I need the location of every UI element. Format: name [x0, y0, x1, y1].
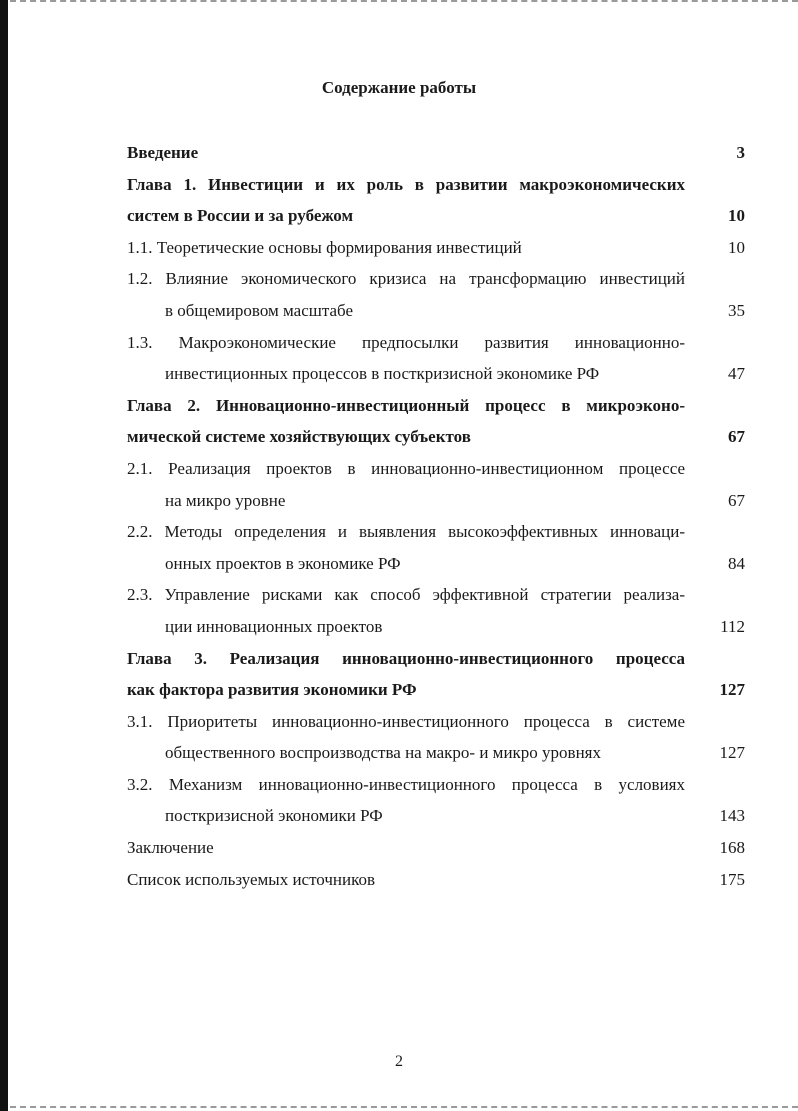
toc-entry-text: 1.2. Влияние экономического кризиса на трансформацию инвестиций: [127, 269, 685, 289]
toc-entry-page: 168: [719, 838, 745, 858]
toc-entry-text: 1.3. Макроэкономические предпосылки развития инновационно-: [127, 332, 685, 352]
toc-row: [127, 200, 745, 232]
toc-row: [127, 358, 745, 390]
toc-row: [127, 674, 745, 706]
toc-row: [127, 485, 745, 517]
toc-entry-page: 47: [728, 364, 745, 384]
toc-entry-text: 2.2. Методы определения и выявления высокоэффективных инноваци-: [127, 522, 685, 542]
toc-row: [127, 137, 745, 169]
toc-entry-text: онных проектов в экономике РФ: [165, 553, 401, 573]
toc-entry-text: Глава 3. Реализация инновационно-инвестиционного процесса: [127, 648, 685, 668]
toc-entry-text: Глава 2. Инновационно-инвестиционный процесс в микроэконо-: [127, 395, 685, 415]
toc-row: [127, 453, 745, 485]
page-title: Содержание работы: [321, 78, 477, 97]
scan-edge-bottom: [10, 1106, 798, 1108]
toc-entry-page: 67: [728, 490, 745, 510]
toc-row: [127, 516, 745, 548]
table-of-contents: [127, 137, 745, 895]
toc-entry-page: 84: [728, 553, 745, 573]
toc-entry-page: 143: [719, 806, 745, 826]
toc-row: [127, 706, 745, 738]
toc-entry-text: 3.1. Приоритеты инновационно-инвестиционного процесса в системе: [127, 711, 685, 731]
toc-entry-text: общественного воспроизводства на макро- и микро уровнях: [165, 743, 601, 763]
toc-entry-text: ции инновационных проектов: [165, 616, 383, 636]
toc-entry-text: 3.2. Механизм инновационно-инвестиционного процесса в условиях: [127, 774, 685, 794]
toc-entry-text: 2.1. Реализация проектов в инновационно-инвестиционном процессе: [127, 458, 685, 478]
toc-entry-text: в общемировом масштабе: [165, 300, 353, 320]
toc-entry-text: 2.3. Управление рисками как способ эффективной стратегии реализа-: [127, 585, 685, 605]
toc-entry-page: 3: [736, 143, 745, 162]
toc-row: [127, 232, 745, 264]
toc-row: [127, 737, 745, 769]
toc-row: [127, 263, 745, 295]
toc-row: [127, 611, 745, 643]
toc-entry-text: Глава 1. Инвестиции и их роль в развитии макроэкономических: [127, 174, 685, 194]
toc-entry-text: Введение: [127, 143, 199, 162]
toc-entry-text: систем в России и за рубежом: [127, 206, 354, 226]
toc-row: [127, 832, 745, 864]
toc-row: [127, 169, 745, 201]
toc-entry-text: посткризисной экономики РФ: [165, 806, 383, 826]
toc-entry-text: Список используемых источников: [127, 869, 376, 889]
toc-row: [127, 769, 745, 801]
toc-entry-text: мической системе хозяйствующих субъектов: [127, 427, 471, 447]
scan-edge-left: [0, 0, 8, 1111]
toc-entry-text: 1.1. Теоретические основы формирования инвестиций: [127, 237, 522, 257]
toc-entry-text: инвестиционных процессов в посткризисной экономике РФ: [165, 364, 600, 384]
toc-row: [127, 800, 745, 832]
toc-entry-text: на микро уровне: [165, 490, 286, 510]
toc-row: [127, 579, 745, 611]
toc-entry-text: Заключение: [127, 838, 214, 858]
toc-entry-page: 175: [719, 869, 745, 889]
toc-row: [127, 390, 745, 422]
toc-row: [127, 327, 745, 359]
toc-entry-page: 112: [720, 616, 745, 636]
page-number: 2: [395, 1053, 403, 1070]
toc-entry-page: 35: [728, 300, 745, 320]
toc-entry-page: 127: [719, 680, 745, 700]
toc-row: [127, 295, 745, 327]
toc-entry-page: 10: [728, 206, 745, 226]
toc-row: [127, 421, 745, 453]
scan-edge-top: [10, 0, 798, 2]
toc-row: [127, 643, 745, 675]
toc-entry-page: 67: [728, 427, 745, 447]
toc-row: [127, 864, 745, 896]
toc-entry-page: 127: [719, 743, 745, 763]
toc-entry-text: как фактора развития экономики РФ: [127, 680, 417, 700]
toc-row: [127, 548, 745, 580]
toc-entry-page: 10: [728, 237, 745, 257]
